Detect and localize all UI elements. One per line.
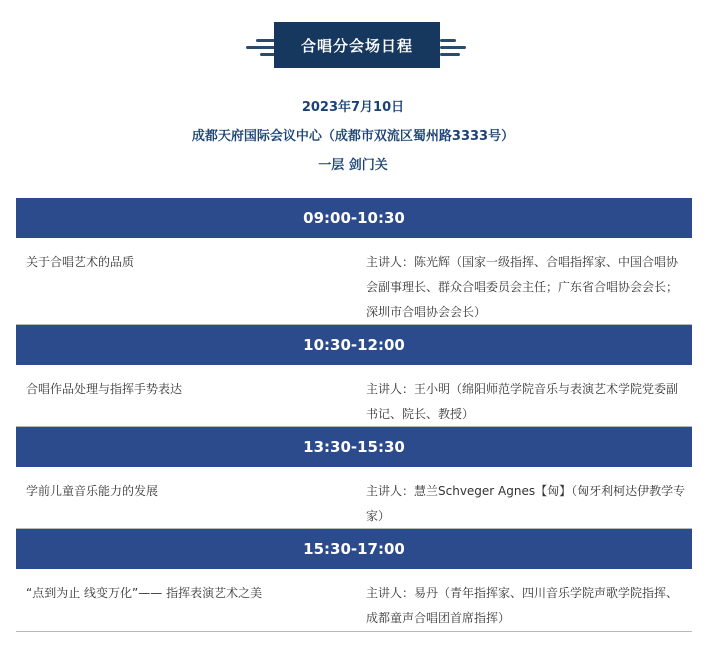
session-topic: 关于合唱艺术的品质 bbox=[26, 255, 135, 269]
session-time-band: 10:30-12:00 bbox=[16, 325, 692, 365]
session-row bbox=[16, 238, 692, 325]
decor-line bbox=[246, 46, 276, 49]
session-topic: “点到为止 线变万化”—— 指挥表演艺术之美 bbox=[26, 586, 263, 600]
session-row bbox=[16, 569, 692, 632]
session-speaker: 主讲人：陈光辉（国家一级指挥、合唱指挥家、中国合唱协会副事理长、群众合唱委员会主任；广东省合唱协会会长；深圳市合唱协会会长） bbox=[366, 255, 679, 319]
session-time-band: 09:00-10:30 bbox=[16, 198, 692, 238]
session-speaker: 主讲人：慧兰Schveger Agnes【匈】（匈牙利柯达伊教学专家） bbox=[366, 484, 686, 523]
decor-line bbox=[440, 39, 456, 42]
event-room: 一层 剑门关 bbox=[318, 158, 388, 173]
event-venue: 成都天府国际会议中心（成都市双流区蜀州路3333号） bbox=[191, 129, 515, 144]
session-topic: 合唱作品处理与指挥手势表达 bbox=[26, 382, 183, 396]
decor-line bbox=[440, 46, 466, 49]
decor-line bbox=[256, 39, 276, 42]
session-row bbox=[16, 365, 692, 427]
session-speaker: 主讲人：易丹（青年指挥家、四川音乐学院声歌学院指挥、成都童声合唱团首席指挥） bbox=[366, 586, 679, 625]
title-banner bbox=[244, 22, 466, 68]
page-title: 合唱分会场日程 bbox=[274, 22, 440, 68]
event-date: 2023年7月10日 bbox=[301, 100, 405, 115]
session-topic: 学前儿童音乐能力的发展 bbox=[26, 484, 159, 498]
session-speaker: 主讲人：王小明（绵阳师范学院音乐与表演艺术学院党委副书记、院长、教授） bbox=[366, 382, 679, 421]
session-row bbox=[16, 467, 692, 529]
session-time-band: 15:30-17:00 bbox=[16, 529, 692, 569]
decor-line bbox=[440, 53, 460, 56]
session-time-band: 13:30-15:30 bbox=[16, 427, 692, 467]
